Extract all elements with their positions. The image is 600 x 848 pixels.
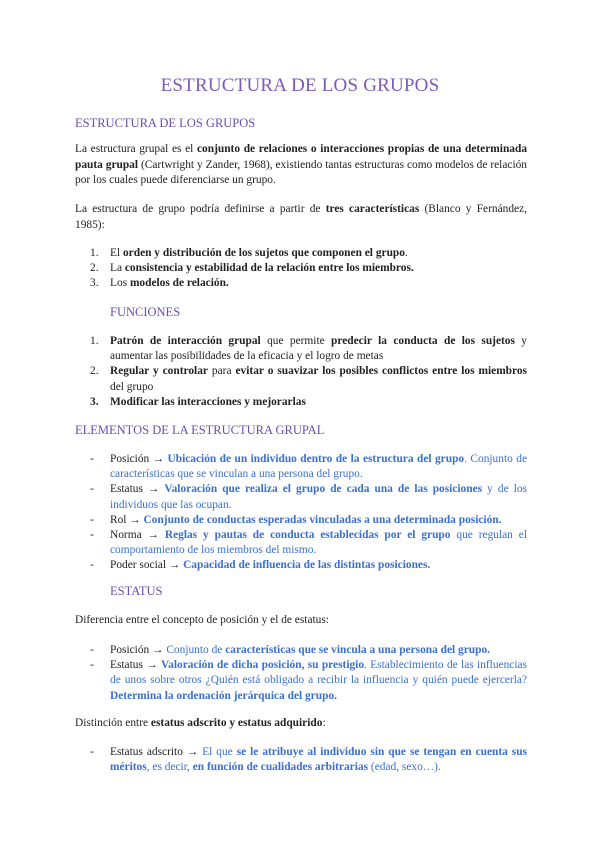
text-run: Patrón de interacción grupal: [110, 335, 261, 347]
text-run: Ubicación de un individuo dentro de la estructura del grupo: [167, 453, 465, 465]
text-run: El que: [202, 746, 237, 758]
text-run: . Establecimiento de las influencias de unos sobre otros ¿Quién está obligado a recibir la influencia y quién puede ejercerla?: [110, 659, 527, 687]
text-run: Reglas y pautas de conducta establecidas por el grupo: [164, 529, 451, 542]
text-run: evitar o suavizar los posibles conflictos entre los miembros: [235, 365, 527, 378]
section-heading-funciones: FUNCIONES: [110, 305, 181, 319]
list-item: [90, 745, 527, 775]
text-run: Distinción entre: [75, 717, 151, 729]
text-run: (Cartwright y Zander, 1968), existiendo tantas estructuras como modelos de relación por los cuales puede diferenciarse un grupo.: [75, 158, 527, 186]
section-heading-elementos: ELEMENTOS DE LA ESTRUCTURA GRUPAL: [75, 423, 325, 437]
list-marker: 2.: [90, 262, 99, 275]
text-run: Posición →: [110, 453, 168, 465]
text-run: predecir la conducta de los sujetos: [331, 335, 515, 347]
text-run: estatus adscrito y estatus adquirido: [150, 717, 323, 729]
list-item: [90, 513, 527, 528]
paragraph-distincion: [75, 716, 527, 732]
text-run: características que se vincula a una persona del grupo.: [225, 644, 491, 656]
text-run: Estatus →: [110, 483, 165, 496]
text-run: :: [322, 717, 326, 729]
list-marker: -: [90, 529, 94, 542]
paragraph-caracteristicas: [75, 202, 527, 233]
text-run: Determina la ordenación jerárquica del grupo.: [110, 689, 337, 702]
text-run: tres características: [325, 203, 420, 215]
list-marker: -: [90, 483, 94, 496]
text-run: del grupo: [110, 380, 154, 393]
list-item: [90, 643, 527, 658]
list-elementos: [90, 452, 527, 574]
text-run: orden y distribución de los sujetos que componen el grupo: [122, 247, 405, 259]
text-run: . Conjunto de características que se vinculan a una persona del grupo.: [110, 453, 527, 481]
list-item: [90, 334, 527, 364]
text-run: Estatus adscrito →: [110, 746, 203, 758]
paragraph-diferencia: [75, 613, 527, 629]
text-run: Valoración que realiza el grupo de cada una de las posiciones: [164, 483, 483, 496]
list-item: [90, 261, 527, 276]
list-marker: 1.: [90, 335, 99, 347]
list-item: [90, 364, 527, 394]
list-marker: 2.: [90, 365, 99, 378]
text-run: , es decir,: [146, 761, 193, 774]
text-run: La estructura de grupo podría definirse a partir de: [75, 203, 326, 215]
text-run: conjunto de relaciones o interacciones propias de una determinada pauta grupal: [75, 143, 528, 171]
list-marker: -: [90, 559, 94, 572]
text-run: y aumentar las posibilidades de la eficacia y el logro de metas: [110, 335, 527, 363]
list-marker: -: [90, 453, 94, 465]
list-estatus: [90, 643, 527, 704]
list-marker: -: [90, 746, 94, 758]
text-run: La: [110, 262, 125, 275]
list-item: [90, 452, 527, 482]
list-funciones: [90, 334, 527, 410]
list-item: [90, 246, 527, 261]
list-marker: -: [90, 513, 94, 526]
text-run: Posición →: [110, 644, 167, 656]
text-run: se le atribuye al individuo sin que se tengan en cuenta sus méritos: [110, 746, 528, 774]
list-item: [90, 528, 527, 558]
section-heading-estatus: ESTATUS: [110, 584, 163, 598]
text-run: en función de cualidades arbitrarias: [192, 761, 369, 774]
text-run: Poder social →: [110, 559, 184, 572]
text-run: Diferencia entre el concepto de posición y el de estatus:: [75, 614, 329, 626]
text-run: modelos de relación.: [129, 277, 229, 290]
section-heading-estructura: ESTRUCTURA DE LOS GRUPOS: [75, 116, 256, 130]
list-item: [90, 395, 527, 410]
text-run: para: [207, 365, 236, 378]
list-item: [90, 276, 527, 291]
text-run: Modificar las interacciones y mejorarlas: [110, 395, 306, 408]
text-run: que permite: [260, 335, 332, 347]
text-run: El: [110, 247, 123, 259]
text-run: La estructura grupal es el: [75, 143, 197, 155]
paragraph-definicion: [75, 142, 527, 189]
list-item: [90, 482, 527, 512]
list-caracteristicas: [90, 246, 527, 292]
list-marker: 1.: [90, 247, 99, 259]
text-run: Estatus →: [110, 659, 161, 672]
list-item: [90, 558, 527, 573]
list-marker: -: [90, 644, 94, 656]
text-run: (Blanco y Fernández, 1985):: [75, 203, 527, 231]
page-title: ESTRUCTURA DE LOS GRUPOS: [160, 75, 440, 96]
text-run: Conjunto de conductas esperadas vinculadas a una determinada posición.: [143, 513, 502, 526]
list-marker: 3.: [90, 277, 99, 290]
text-run: Valoración de dicha posición, su prestigio: [160, 659, 365, 672]
text-run: (edad, sexo…).: [368, 761, 441, 774]
text-run: que regulan el comportamiento de los miembros del mismo.: [110, 529, 528, 557]
text-run: Rol →: [110, 513, 144, 526]
text-run: .: [404, 247, 408, 259]
text-run: Los: [110, 277, 130, 290]
text-run: y de los individuos que las ocupan.: [110, 483, 527, 511]
text-run: Conjunto de: [166, 644, 226, 656]
text-run: Regular y controlar: [110, 365, 208, 378]
text-run: consistencia y estabilidad de la relación entre los miembros.: [124, 262, 414, 275]
text-run: Norma →: [110, 529, 165, 542]
text-run: Capacidad de influencia de las distintas posiciones.: [183, 559, 431, 572]
list-marker: 3.: [90, 395, 99, 408]
list-item: [90, 658, 527, 704]
list-marker: -: [90, 659, 94, 672]
list-adscrito: [90, 745, 527, 775]
